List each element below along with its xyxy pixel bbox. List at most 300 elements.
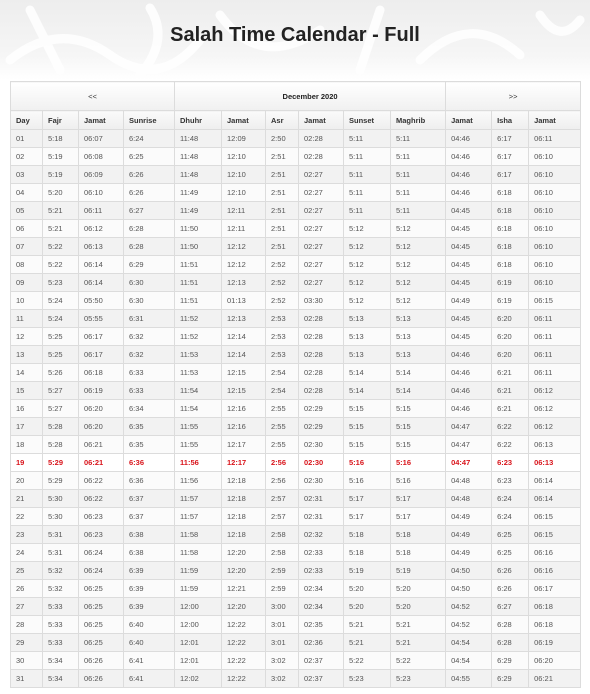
table-cell: 6:24 — [492, 508, 529, 526]
table-cell: 06:10 — [529, 202, 581, 220]
column-header: Isha — [492, 111, 529, 130]
table-cell: 5:11 — [391, 166, 446, 184]
table-row — [11, 508, 581, 526]
next-month-button[interactable]: >> — [446, 82, 581, 111]
table-cell: 02:27 — [299, 256, 344, 274]
table-cell: 06:13 — [529, 454, 581, 472]
table-cell: 06:12 — [529, 418, 581, 436]
table-cell: 04:47 — [446, 454, 492, 472]
table-cell: 2:54 — [266, 382, 299, 400]
table-cell: 02:36 — [299, 634, 344, 652]
table-cell: 6:18 — [492, 256, 529, 274]
table-cell: 6:22 — [492, 418, 529, 436]
table-cell: 22 — [11, 508, 43, 526]
table-cell: 12:16 — [222, 400, 266, 418]
table-cell: 5:16 — [344, 472, 391, 490]
table-cell: 05:50 — [79, 292, 124, 310]
table-cell: 2:57 — [266, 508, 299, 526]
table-cell: 2:59 — [266, 562, 299, 580]
table-cell: 06:23 — [79, 526, 124, 544]
table-cell: 5:28 — [43, 436, 79, 454]
table-cell: 5:11 — [391, 148, 446, 166]
column-header: Sunrise — [124, 111, 175, 130]
table-cell: 5:21 — [43, 220, 79, 238]
table-cell: 6:32 — [124, 328, 175, 346]
page-title: Salah Time Calendar - Full — [170, 24, 420, 46]
table-cell: 5:23 — [344, 670, 391, 688]
table-cell: 05 — [11, 202, 43, 220]
table-row — [11, 382, 581, 400]
table-cell: 04:55 — [446, 670, 492, 688]
table-cell: 2:51 — [266, 184, 299, 202]
table-cell: 06:24 — [79, 562, 124, 580]
table-cell: 5:14 — [344, 382, 391, 400]
table-cell: 6:21 — [492, 382, 529, 400]
table-cell: 02:28 — [299, 346, 344, 364]
table-cell: 06:15 — [529, 526, 581, 544]
table-cell: 11:49 — [175, 184, 222, 202]
table-cell: 5:11 — [391, 202, 446, 220]
table-row — [11, 274, 581, 292]
table-cell: 06:09 — [79, 166, 124, 184]
table-cell: 6:19 — [492, 274, 529, 292]
table-cell: 12:01 — [175, 634, 222, 652]
table-row — [11, 544, 581, 562]
table-cell: 5:20 — [344, 598, 391, 616]
table-cell: 5:34 — [43, 652, 79, 670]
table-cell: 6:18 — [492, 238, 529, 256]
table-cell: 6:41 — [124, 652, 175, 670]
table-cell: 5:24 — [43, 310, 79, 328]
table-cell: 6:20 — [492, 310, 529, 328]
table-cell: 5:24 — [43, 292, 79, 310]
table-cell: 5:13 — [391, 346, 446, 364]
table-cell: 01 — [11, 130, 43, 148]
table-cell: 13 — [11, 346, 43, 364]
table-cell: 06:14 — [79, 274, 124, 292]
table-cell: 2:54 — [266, 364, 299, 382]
table-cell: 06:17 — [79, 328, 124, 346]
table-row — [11, 634, 581, 652]
table-cell: 11:57 — [175, 490, 222, 508]
table-cell: 06:10 — [529, 256, 581, 274]
table-cell: 02:31 — [299, 508, 344, 526]
table-cell: 6:19 — [492, 292, 529, 310]
table-cell: 04:49 — [446, 526, 492, 544]
table-cell: 02:37 — [299, 670, 344, 688]
table-cell: 06:25 — [79, 580, 124, 598]
table-cell: 5:18 — [43, 130, 79, 148]
table-row — [11, 472, 581, 490]
table-cell: 02:32 — [299, 526, 344, 544]
table-cell: 2:53 — [266, 310, 299, 328]
table-cell: 14 — [11, 364, 43, 382]
table-cell: 11:56 — [175, 472, 222, 490]
table-cell: 12:22 — [222, 616, 266, 634]
table-cell: 02:27 — [299, 238, 344, 256]
table-cell: 11:58 — [175, 544, 222, 562]
table-cell: 6:37 — [124, 490, 175, 508]
table-cell: 06:26 — [79, 652, 124, 670]
table-cell: 11:50 — [175, 238, 222, 256]
table-cell: 04:45 — [446, 202, 492, 220]
table-cell: 24 — [11, 544, 43, 562]
table-cell: 5:19 — [344, 562, 391, 580]
table-cell: 5:12 — [344, 256, 391, 274]
table-cell: 03:30 — [299, 292, 344, 310]
table-body — [11, 130, 581, 688]
table-cell: 5:11 — [344, 148, 391, 166]
table-cell: 2:51 — [266, 202, 299, 220]
column-header: Asr — [266, 111, 299, 130]
table-cell: 06:20 — [529, 652, 581, 670]
table-cell: 5:29 — [43, 472, 79, 490]
table-cell: 04:54 — [446, 634, 492, 652]
table-cell: 12:00 — [175, 616, 222, 634]
table-cell: 6:26 — [492, 580, 529, 598]
table-cell: 06:16 — [529, 544, 581, 562]
table-row — [11, 580, 581, 598]
table-cell: 2:52 — [266, 274, 299, 292]
table-cell: 04:46 — [446, 148, 492, 166]
table-cell: 2:53 — [266, 328, 299, 346]
table-cell: 5:15 — [344, 418, 391, 436]
table-cell: 2:55 — [266, 436, 299, 454]
month-label: December 2020 — [175, 82, 446, 111]
table-cell: 5:26 — [43, 364, 79, 382]
table-cell: 5:20 — [344, 580, 391, 598]
table-cell: 02:27 — [299, 274, 344, 292]
table-cell: 12:13 — [222, 274, 266, 292]
table-cell: 02:28 — [299, 148, 344, 166]
table-cell: 04:46 — [446, 400, 492, 418]
table-cell: 30 — [11, 652, 43, 670]
table-cell: 12:18 — [222, 472, 266, 490]
table-cell: 08 — [11, 256, 43, 274]
table-cell: 6:23 — [492, 454, 529, 472]
table-cell: 6:41 — [124, 670, 175, 688]
table-cell: 11:48 — [175, 166, 222, 184]
table-cell: 5:19 — [43, 166, 79, 184]
table-cell: 06:11 — [529, 310, 581, 328]
column-header: Jamat — [446, 111, 492, 130]
table-cell: 04:50 — [446, 580, 492, 598]
table-cell: 6:31 — [124, 310, 175, 328]
table-cell: 02:28 — [299, 364, 344, 382]
table-cell: 6:35 — [124, 436, 175, 454]
table-cell: 21 — [11, 490, 43, 508]
table-cell: 02 — [11, 148, 43, 166]
table-cell: 06:21 — [529, 670, 581, 688]
table-cell: 5:30 — [43, 508, 79, 526]
table-cell: 02:30 — [299, 472, 344, 490]
table-cell: 12:21 — [222, 580, 266, 598]
table-row — [11, 526, 581, 544]
table-cell: 11:59 — [175, 580, 222, 598]
table-cell: 5:21 — [344, 616, 391, 634]
table-cell: 5:17 — [344, 508, 391, 526]
table-cell: 06:24 — [79, 544, 124, 562]
table-cell: 06:10 — [529, 220, 581, 238]
table-cell: 5:21 — [344, 634, 391, 652]
table-cell: 10 — [11, 292, 43, 310]
table-cell: 11:50 — [175, 220, 222, 238]
table-row — [11, 562, 581, 580]
table-cell: 2:56 — [266, 472, 299, 490]
prev-month-button[interactable]: << — [11, 82, 175, 111]
table-cell: 02:27 — [299, 220, 344, 238]
table-cell: 12:14 — [222, 328, 266, 346]
table-cell: 12:14 — [222, 346, 266, 364]
table-cell: 5:21 — [391, 616, 446, 634]
table-cell: 06:11 — [529, 328, 581, 346]
table-cell: 16 — [11, 400, 43, 418]
table-cell: 2:56 — [266, 454, 299, 472]
table-cell: 5:12 — [391, 274, 446, 292]
table-cell: 02:27 — [299, 166, 344, 184]
table-cell: 12:11 — [222, 220, 266, 238]
table-cell: 5:11 — [344, 130, 391, 148]
table-row — [11, 364, 581, 382]
table-cell: 6:32 — [124, 346, 175, 364]
table-cell: 02:35 — [299, 616, 344, 634]
table-cell: 5:16 — [344, 454, 391, 472]
table-row — [11, 328, 581, 346]
table-row — [11, 310, 581, 328]
table-cell: 5:22 — [43, 256, 79, 274]
table-row — [11, 130, 581, 148]
month-navigation — [11, 82, 581, 111]
table-cell: 5:13 — [344, 346, 391, 364]
table-cell: 04:46 — [446, 166, 492, 184]
table-cell: 2:55 — [266, 400, 299, 418]
table-cell: 3:02 — [266, 670, 299, 688]
table-cell: 5:13 — [391, 310, 446, 328]
table-cell: 12:22 — [222, 652, 266, 670]
table-row — [11, 490, 581, 508]
table-cell: 5:32 — [43, 580, 79, 598]
table-cell: 5:13 — [391, 328, 446, 346]
table-cell: 18 — [11, 436, 43, 454]
table-cell: 26 — [11, 580, 43, 598]
table-cell: 5:15 — [344, 400, 391, 418]
column-header: Dhuhr — [175, 111, 222, 130]
table-cell: 12:11 — [222, 202, 266, 220]
table-cell: 5:16 — [391, 472, 446, 490]
table-cell: 02:28 — [299, 382, 344, 400]
table-cell: 6:23 — [492, 472, 529, 490]
table-cell: 5:15 — [344, 436, 391, 454]
table-cell: 6:27 — [124, 202, 175, 220]
table-cell: 06:12 — [529, 400, 581, 418]
table-cell: 2:58 — [266, 544, 299, 562]
table-cell: 6:24 — [124, 130, 175, 148]
table-cell: 11:59 — [175, 562, 222, 580]
table-cell: 12:20 — [222, 562, 266, 580]
table-cell: 11:56 — [175, 454, 222, 472]
table-cell: 12:18 — [222, 526, 266, 544]
table-cell: 04:45 — [446, 256, 492, 274]
table-cell: 5:14 — [391, 364, 446, 382]
table-cell: 6:26 — [492, 562, 529, 580]
column-header: Jamat — [222, 111, 266, 130]
table-cell: 12:15 — [222, 382, 266, 400]
table-row — [11, 148, 581, 166]
table-cell: 09 — [11, 274, 43, 292]
table-cell: 6:33 — [124, 364, 175, 382]
table-cell: 2:51 — [266, 238, 299, 256]
table-cell: 01:13 — [222, 292, 266, 310]
table-cell: 29 — [11, 634, 43, 652]
table-cell: 06:13 — [529, 436, 581, 454]
table-cell: 5:12 — [344, 238, 391, 256]
table-cell: 5:11 — [344, 166, 391, 184]
table-cell: 5:16 — [391, 454, 446, 472]
column-header: Jamat — [79, 111, 124, 130]
table-cell: 04:48 — [446, 490, 492, 508]
table-cell: 5:12 — [344, 220, 391, 238]
table-cell: 11:54 — [175, 400, 222, 418]
salah-calendar-table — [10, 81, 581, 688]
table-cell: 12:10 — [222, 148, 266, 166]
table-cell: 11:51 — [175, 256, 222, 274]
table-cell: 6:21 — [492, 400, 529, 418]
table-cell: 11:57 — [175, 508, 222, 526]
table-cell: 04:46 — [446, 346, 492, 364]
table-cell: 6:40 — [124, 634, 175, 652]
table-cell: 2:50 — [266, 130, 299, 148]
table-cell: 06:22 — [79, 472, 124, 490]
table-cell: 06:26 — [79, 670, 124, 688]
table-cell: 5:12 — [391, 238, 446, 256]
table-cell: 2:52 — [266, 292, 299, 310]
table-row — [11, 166, 581, 184]
table-cell: 5:12 — [344, 274, 391, 292]
table-cell: 3:00 — [266, 598, 299, 616]
table-cell: 5:23 — [391, 670, 446, 688]
column-header: Jamat — [299, 111, 344, 130]
table-row — [11, 436, 581, 454]
table-cell: 06:18 — [79, 364, 124, 382]
table-cell: 06:20 — [79, 400, 124, 418]
table-cell: 5:33 — [43, 598, 79, 616]
table-cell: 12 — [11, 328, 43, 346]
table-cell: 12:00 — [175, 598, 222, 616]
table-cell: 12:01 — [175, 652, 222, 670]
table-cell: 06:14 — [529, 490, 581, 508]
table-cell: 27 — [11, 598, 43, 616]
table-cell: 5:14 — [344, 364, 391, 382]
table-cell: 11:49 — [175, 202, 222, 220]
table-cell: 5:31 — [43, 526, 79, 544]
table-cell: 6:29 — [492, 652, 529, 670]
table-cell: 6:18 — [492, 202, 529, 220]
table-cell: 23 — [11, 526, 43, 544]
table-cell: 06:10 — [529, 238, 581, 256]
table-cell: 04:50 — [446, 562, 492, 580]
table-cell: 5:22 — [43, 238, 79, 256]
table-cell: 6:26 — [124, 184, 175, 202]
table-cell: 5:12 — [344, 292, 391, 310]
table-cell: 5:18 — [344, 544, 391, 562]
table-cell: 6:33 — [124, 382, 175, 400]
table-cell: 6:35 — [124, 418, 175, 436]
table-cell: 2:55 — [266, 418, 299, 436]
table-cell: 02:34 — [299, 598, 344, 616]
table-cell: 06:16 — [529, 562, 581, 580]
table-cell: 04:45 — [446, 274, 492, 292]
table-cell: 02:28 — [299, 130, 344, 148]
table-cell: 5:20 — [391, 598, 446, 616]
table-cell: 04:49 — [446, 292, 492, 310]
table-cell: 5:31 — [43, 544, 79, 562]
table-cell: 5:15 — [391, 418, 446, 436]
table-cell: 11:54 — [175, 382, 222, 400]
table-cell: 5:21 — [391, 634, 446, 652]
table-cell: 06:21 — [79, 454, 124, 472]
column-header: Jamat — [529, 111, 581, 130]
column-header: Day — [11, 111, 43, 130]
table-header-row — [11, 111, 581, 130]
table-cell: 6:18 — [492, 184, 529, 202]
table-cell: 06:15 — [529, 508, 581, 526]
table-cell: 11:48 — [175, 130, 222, 148]
table-cell: 12:02 — [175, 670, 222, 688]
table-cell: 5:33 — [43, 634, 79, 652]
table-cell: 12:18 — [222, 508, 266, 526]
table-row — [11, 598, 581, 616]
table-cell: 5:11 — [391, 184, 446, 202]
table-cell: 12:12 — [222, 256, 266, 274]
table-cell: 5:29 — [43, 454, 79, 472]
table-cell: 5:22 — [344, 652, 391, 670]
table-cell: 6:21 — [492, 364, 529, 382]
table-cell: 06 — [11, 220, 43, 238]
table-cell: 04:54 — [446, 652, 492, 670]
table-cell: 5:15 — [391, 436, 446, 454]
table-cell: 5:18 — [391, 526, 446, 544]
table-cell: 11:52 — [175, 328, 222, 346]
table-cell: 6:39 — [124, 598, 175, 616]
table-cell: 04:46 — [446, 184, 492, 202]
table-cell: 06:20 — [79, 418, 124, 436]
table-cell: 06:25 — [79, 634, 124, 652]
table-cell: 5:17 — [344, 490, 391, 508]
table-cell: 06:18 — [529, 616, 581, 634]
table-cell: 06:10 — [529, 274, 581, 292]
table-cell: 06:22 — [79, 490, 124, 508]
table-row — [11, 238, 581, 256]
table-cell: 06:10 — [529, 166, 581, 184]
table-cell: 11:55 — [175, 418, 222, 436]
table-cell: 11:58 — [175, 526, 222, 544]
table-cell: 6:34 — [124, 400, 175, 418]
table-cell: 5:33 — [43, 616, 79, 634]
table-cell: 5:20 — [43, 184, 79, 202]
table-cell: 05:55 — [79, 310, 124, 328]
table-row — [11, 616, 581, 634]
table-row — [11, 292, 581, 310]
table-cell: 3:02 — [266, 652, 299, 670]
table-cell: 02:30 — [299, 454, 344, 472]
table-cell: 5:11 — [344, 184, 391, 202]
table-cell: 06:17 — [79, 346, 124, 364]
table-cell: 28 — [11, 616, 43, 634]
table-cell: 5:13 — [344, 310, 391, 328]
table-cell: 5:32 — [43, 562, 79, 580]
table-cell: 12:09 — [222, 130, 266, 148]
table-cell: 06:14 — [79, 256, 124, 274]
